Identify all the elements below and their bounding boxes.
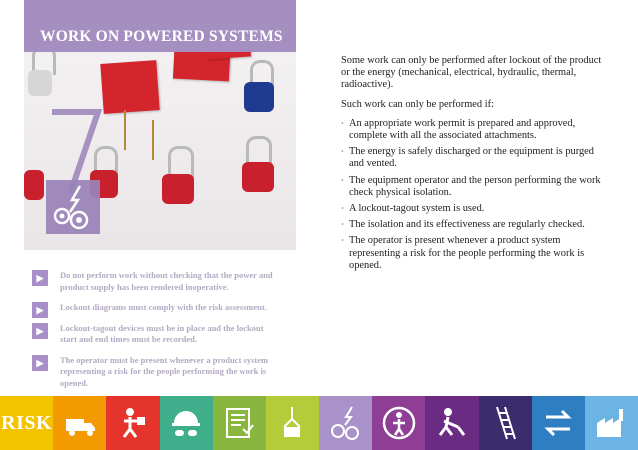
arrow-right-icon: ▶ bbox=[32, 323, 48, 339]
reminder-item: ▶ Lockout diagrams must comply with the risk assessment. bbox=[32, 302, 277, 314]
rules-icon-strip bbox=[0, 396, 638, 450]
gears-lightning-icon bbox=[46, 180, 100, 234]
powered-systems-tile bbox=[319, 396, 372, 450]
simultaneous-ops-tile bbox=[585, 396, 638, 450]
reminder-item: ▶ The operator must be present whenever a product system representing a risk for the people performing the work is opened. bbox=[32, 355, 277, 390]
permit-tile bbox=[213, 396, 266, 450]
ppe-tile bbox=[160, 396, 213, 450]
reminder-item: ▶ Lockout-tagout devices must be in place and the lockout start and end times must be recorded. bbox=[32, 323, 277, 346]
truck-icon bbox=[60, 403, 100, 443]
bullet-icon: • bbox=[341, 204, 344, 214]
key-chain bbox=[124, 110, 126, 150]
padlock bbox=[28, 70, 52, 96]
key-chain bbox=[152, 120, 154, 160]
intro-paragraph: Some work can only be performed after lockout of the product or the energy (mechanical, electrical, hydraulic, thermal, radioactive). bbox=[341, 55, 602, 91]
list-item: • The energy is safely discharged or the equipment is purged and vented. bbox=[341, 146, 594, 170]
conditions-text bbox=[341, 55, 606, 276]
factory-icon bbox=[591, 403, 631, 443]
padlock bbox=[24, 170, 44, 200]
helmet-goggles-icon bbox=[166, 403, 206, 443]
arrow-right-icon: ▶ bbox=[32, 355, 48, 371]
page-title: WORK ON POWERED SYSTEMS bbox=[40, 28, 283, 45]
vehicle-tile bbox=[53, 396, 106, 450]
reminder-item: ▶ Do not perform work without checking that the power and product supply has been rendered inoperative. bbox=[32, 270, 277, 293]
digging-icon bbox=[432, 403, 472, 443]
bullet-icon: • bbox=[341, 175, 344, 185]
risk-tile bbox=[0, 396, 53, 450]
red-tag bbox=[100, 60, 159, 114]
list-item: • A lockout-tagout system is used. bbox=[341, 203, 485, 215]
excavation-tile bbox=[425, 396, 478, 450]
suspended-load-icon bbox=[272, 403, 312, 443]
work-permit-icon bbox=[219, 403, 259, 443]
lifting-person-icon bbox=[113, 403, 153, 443]
intro-lead: Such work can only be performed if: bbox=[341, 98, 494, 110]
bullet-icon: • bbox=[341, 147, 344, 157]
confined-space-icon bbox=[379, 403, 419, 443]
gears-lightning-icon bbox=[326, 403, 366, 443]
arrow-right-icon: ▶ bbox=[32, 270, 48, 286]
bullet-icon: • bbox=[341, 118, 344, 128]
reminders-list bbox=[32, 270, 277, 398]
lockout-photo bbox=[24, 0, 296, 250]
padlock bbox=[162, 174, 194, 204]
list-item: • An appropriate work permit is prepared and approved, complete with all the associated attachments. bbox=[341, 117, 576, 142]
ladder-icon bbox=[485, 403, 525, 443]
exchange-arrows-icon bbox=[538, 403, 578, 443]
padlock bbox=[242, 162, 274, 192]
list-item: • The equipment operator and the person performing the work check physical isolation. bbox=[341, 174, 601, 198]
powered-systems-badge bbox=[46, 180, 100, 234]
lifting-tile bbox=[106, 396, 159, 450]
change-management-tile bbox=[532, 396, 585, 450]
conditions-list bbox=[341, 118, 606, 272]
bullet-icon: • bbox=[341, 220, 344, 230]
risk-label: RISK bbox=[1, 411, 53, 434]
list-item: • The operator is present whenever a product system representing a risk for the people performing the work is opened. bbox=[341, 235, 585, 271]
padlock bbox=[244, 82, 274, 112]
bullet-icon: • bbox=[341, 236, 344, 246]
list-item: • The isolation and its effectiveness are regularly checked. bbox=[341, 219, 585, 231]
confined-space-tile bbox=[372, 396, 425, 450]
loads-tile bbox=[266, 396, 319, 450]
work-at-height-tile bbox=[479, 396, 532, 450]
arrow-right-icon: ▶ bbox=[32, 302, 48, 318]
